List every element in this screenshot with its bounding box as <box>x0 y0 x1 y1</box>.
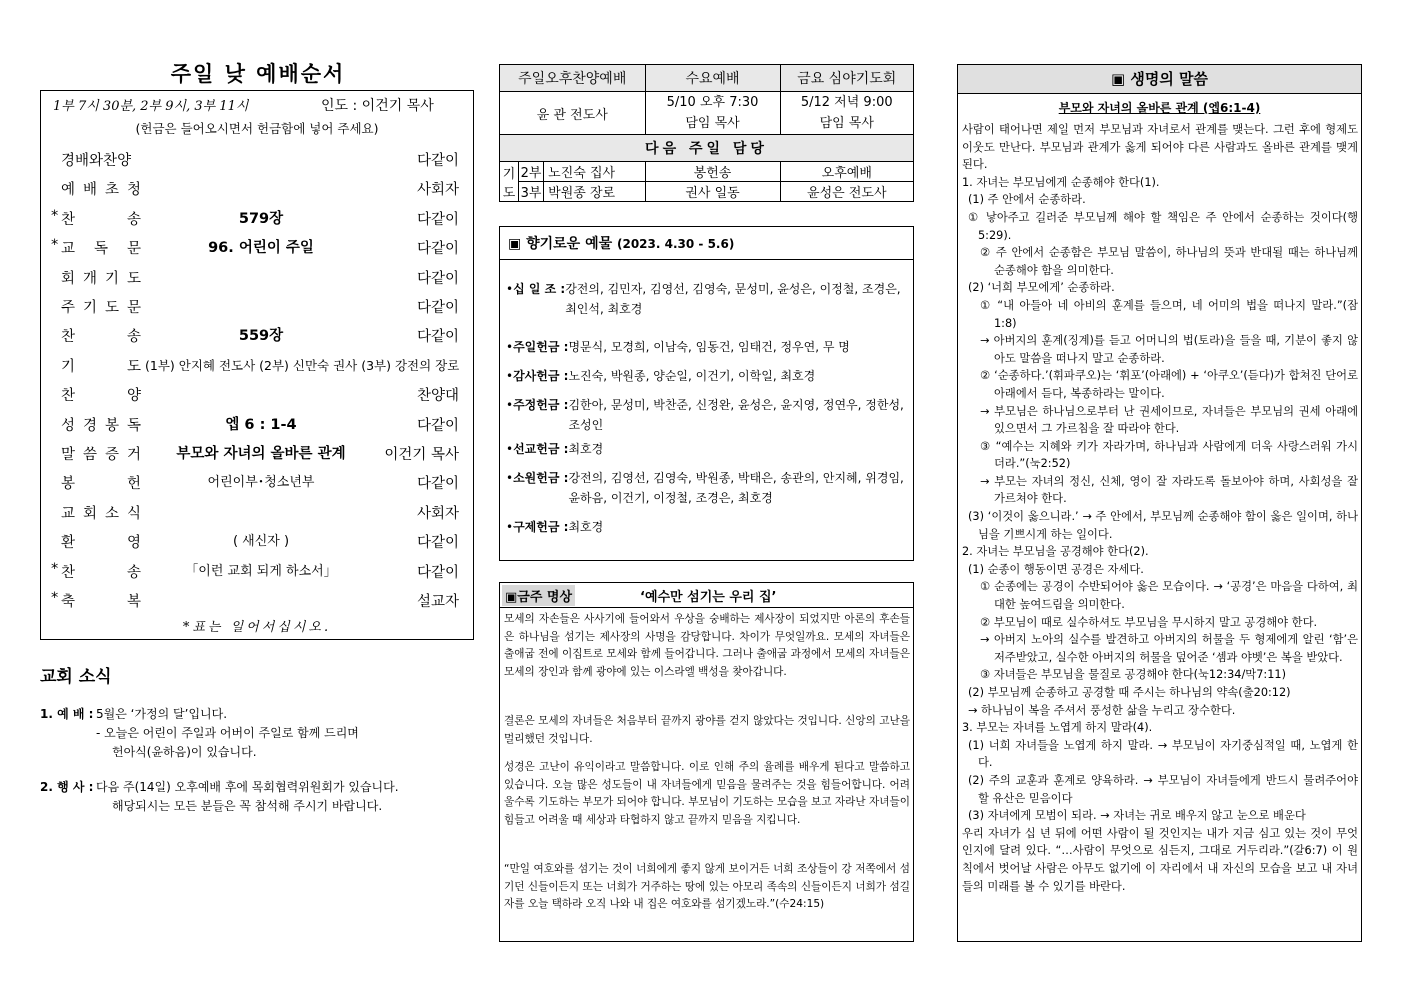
offering-item <box>506 279 910 319</box>
news-text: - 오늘은 어린이 주일과 어버이 주일로 함께 드리며 <box>96 726 359 740</box>
order-row <box>41 319 473 348</box>
order-label: 말 씀 증 거 <box>61 447 141 463</box>
news-text: 해당되시는 모든 분들은 꼭 참석해 주시기 바랍니다. <box>112 799 383 813</box>
part-cell <box>519 162 646 182</box>
order-content: ( 새신자 ) <box>232 534 290 550</box>
order-content: 어린이부･청소년부 <box>207 475 315 491</box>
news-label: 2. 행 사 : <box>40 780 94 794</box>
stand-mark: * <box>51 590 59 606</box>
order-person: 다같이 <box>416 417 459 434</box>
sermon-title: ▣ 생명의 말씀 <box>958 65 1361 94</box>
order-person: 찬양대 <box>416 388 459 405</box>
offerings-divider <box>500 259 913 260</box>
offering-song-name: 권사 일동 <box>645 182 780 202</box>
order-label: 예 배 초 청 <box>61 182 141 199</box>
news-text: 다음 주(14일) 오후예배 후에 목회협력위원회가 있습니다. <box>96 780 399 794</box>
order-label: 찬 송 <box>61 211 141 228</box>
sermon-line: ③ 자녀들은 부모님을 물질로 공경해야 한다(눅12:34/막7:11) <box>980 668 1286 682</box>
news-item-event <box>40 778 399 816</box>
sermon-line: ② 부모님이 때로 실수하셔도 부모님을 무시하지 말고 공경해야 한다. <box>980 615 1318 629</box>
sermon-line: 1. 자녀는 부모님에게 순종해야 한다(1). <box>962 175 1160 189</box>
part-label: 2부 <box>519 162 544 181</box>
offering-note: (헌금은 들어오시면서 헌금함에 넣어 주세요) <box>135 121 379 136</box>
schedule-time: 5/12 저녁 9:00 <box>800 95 893 110</box>
order-person: 이건기 목사 <box>384 447 459 463</box>
offering-song-title: 봉헌송 <box>645 162 780 182</box>
schedule-header: 주일오후찬양예배 <box>500 65 646 92</box>
pm-service-name: 윤성은 전도사 <box>780 182 913 202</box>
order-label: 회 개 기 도 <box>61 270 141 287</box>
meditation-paragraph: 모세의 자손들은 사사기에 들어와서 우상을 숭배하는 제사장이 되었지만 아론의 후손들은 하나님을 섬기는 제사장의 사명을 감당합니다. 차이가 무엇일까요. 모세의 자녀들은 출애굽 전에 이집트로 모세와 함께 들어갑니다. 그러나 출애굽 과정에서 모세의 자녀들은 모세의 장인과 함께 광야에 있는 이스라엘 백성을 찾아갑니다. <box>504 613 910 678</box>
sermon-body <box>962 121 1358 895</box>
order-row <box>41 378 473 407</box>
order-person: 다같이 <box>416 153 459 169</box>
order-label: 찬 양 <box>61 388 141 405</box>
offerings-header <box>508 233 734 253</box>
offering-name: 구제헌금 : <box>513 520 569 534</box>
prayer-char: 도 <box>502 185 516 201</box>
sermon-line: (1) 순종이 행동이면 공경은 자세다. <box>968 562 1144 576</box>
order-person: 다같이 <box>416 564 459 581</box>
bullet-icon: • <box>506 369 514 383</box>
bullet-icon: • <box>506 520 514 534</box>
order-row <box>41 555 473 584</box>
order-content: 엡 6 : 1-4 <box>225 416 297 433</box>
order-label: 교 독 문 <box>61 241 141 258</box>
sermon-line: (2) 부모님께 순종하고 공경할 때 주시는 하나님의 약속(출20:12) <box>968 686 1291 699</box>
meditation-subtitle: ‘예수만 섬기는 우리 집’ <box>640 590 777 605</box>
offerings-date: (2023. 4.30 - 5.6) <box>617 237 735 251</box>
news-label: 1. 예 배 : <box>40 707 94 721</box>
order-person: 다같이 <box>416 241 459 258</box>
sermon-line: 사람이 태어나면 제일 먼저 부모님과 자녀로서 관계를 맺는다. 그런 후에 형제도 이웃도 만난다. 부모님과 관계가 옳게 되어야 다른 사람과도 올바른 관계를 맺게 된다. <box>962 123 1358 172</box>
offering-item <box>506 395 910 435</box>
schedule-time: 5/10 오후 7:30 <box>666 95 759 110</box>
sermon-line: (3) ‘이것이 옳으니라.’ → 주 안에서, 부모님께 순종해야 함이 옳은 일이며, 하나님을 기쁘시게 하는 일이다. <box>968 510 1358 541</box>
order-label: 찬 송 <box>61 329 141 346</box>
order-row <box>41 202 473 231</box>
order-label: 성 경 봉 독 <box>61 417 141 434</box>
order-row <box>41 349 473 378</box>
offering-values: 강전의, 김민자, 김영선, 김영숙, 문성미, 윤성은, 이정철, 조경은, 최인석, 최호경 <box>565 282 901 316</box>
order-row <box>41 290 473 319</box>
sermon-line: → 부모는 자녀의 정신, 신체, 영이 잘 자라도록 돌보아야 하며, 사회성을 잘 가르쳐야 한다. <box>980 474 1358 506</box>
order-content: 579장 <box>238 210 284 227</box>
schedule-table <box>499 64 914 202</box>
order-person: 사회자 <box>416 182 459 199</box>
stand-mark: * <box>51 207 59 224</box>
sermon-box <box>957 64 1362 942</box>
order-row <box>41 261 473 290</box>
order-row <box>41 466 473 495</box>
offerings-box <box>499 226 914 561</box>
sermon-line: ② ‘순종하다.’(휘파쿠오)는 ‘휘포’(아래에) + ‘아쿠오’(듣다)가 합쳐진 단어로 아래에서 듣다, 복종하라는 말이다. <box>980 369 1358 400</box>
bullet-icon: • <box>506 282 514 296</box>
offering-values: 김한아, 문성미, 박찬준, 신정완, 윤성은, 윤지영, 정연우, 정한성, 조성인 <box>568 398 904 432</box>
offering-name: 소원헌금 : <box>513 471 569 485</box>
order-person: 다같이 <box>416 270 459 287</box>
offering-values: 노진숙, 박원종, 양순일, 이건기, 이학일, 최호경 <box>568 369 816 383</box>
offering-name: 선교헌금 : <box>513 442 569 456</box>
news-item-worship <box>40 705 359 762</box>
meditation-paragraph: 성경은 고난이 유익이라고 말씀합니다. 이로 인해 주의 율례를 배우게 된다고 말씀하고 있습니다. 오늘 많은 성도들이 내 자녀들에게 믿음을 물려주는 것을 힘들어합니다. 어려울수록 기도하는 부모가 되어야 합니다. 부모님이 기도하는 모습을 보고 자라난 자녀들이 힘들고 어려울 때 세상과 타협하지 않고 끝까지 믿음을 지킵니다. <box>504 761 910 826</box>
order-label: 기 도 <box>61 358 141 375</box>
meditation-label: ▣금주 명상 <box>502 585 575 606</box>
offering-name: 주일헌금 : <box>513 340 569 354</box>
bullet-icon: • <box>506 471 514 485</box>
order-person: 다같이 <box>416 476 459 493</box>
sermon-subtitle: 부모와 자녀의 올바른 관계 (엡6:1-4) <box>1058 101 1261 115</box>
offering-item <box>506 439 910 459</box>
pm-service-title: 오후예배 <box>780 162 913 182</box>
part-label: 3부 <box>519 182 544 201</box>
order-content: 559장 <box>238 328 284 345</box>
offering-values: 최호경 <box>568 442 604 456</box>
order-person: 다같이 <box>416 329 459 346</box>
stand-mark: * <box>51 237 59 254</box>
meditation-header <box>500 583 913 608</box>
order-content: ｢이런 교회 되게 하소서｣ <box>191 563 331 579</box>
prayer-label <box>500 162 519 202</box>
schedule-leader: 담임 목사 <box>819 116 874 131</box>
bullet-icon: • <box>506 398 514 412</box>
offering-values: 강전의, 김영선, 김영숙, 박원종, 박태은, 송관의, 안지혜, 위경임, 윤하음, 이건기, 이정철, 조경은, 최호경 <box>568 471 904 505</box>
order-label: 교 회 소 식 <box>61 505 141 522</box>
order-row <box>41 231 473 260</box>
order-content: (1부) 안지혜 전도사 (2부) 신만숙 권사 (3부) 강전의 장로 <box>145 357 460 373</box>
order-label: 찬 송 <box>61 564 141 581</box>
order-label: 환 영 <box>61 535 141 552</box>
worship-order-box <box>40 90 474 640</box>
bullet-icon: • <box>506 442 514 456</box>
order-row <box>41 525 473 554</box>
schedule-header: 수요예배 <box>645 65 780 92</box>
schedule-cell <box>645 92 780 135</box>
meditation-paragraph: “만일 여호와를 섬기는 것이 너희에게 좋지 않게 보이거든 너희 조상들이 강 저쪽에서 섬기던 신들이든지 또는 너희가 거주하는 땅에 있는 아모리 족속의 신들이든지 너희가 섬길 자를 오늘 택하라 오직 나와 내 집은 여호와를 섬기겠노라.”(수24:15) <box>504 863 910 910</box>
schedule-cell: 윤 관 전도사 <box>500 92 646 135</box>
stand-mark: * <box>51 560 59 577</box>
order-person: 다같이 <box>416 211 459 228</box>
news-text: 5월은 ‘가정의 달’입니다. <box>96 707 228 721</box>
prayer-char: 기 <box>502 166 516 182</box>
order-title: 주일 낮 예배순서 <box>170 62 346 86</box>
schedule-leader: 담임 목사 <box>685 116 740 131</box>
order-person: 사회자 <box>416 505 459 522</box>
part-name: 박원종 장로 <box>548 186 616 201</box>
service-times-text: 1부 7시 30분, 2부 9시, 3부 11시 <box>53 99 249 114</box>
service-times <box>53 95 434 114</box>
order-label: 봉 헌 <box>61 476 141 493</box>
order-person: 다같이 <box>416 300 459 316</box>
order-footnote: *표는 일어서십시오. <box>182 620 332 635</box>
meditation-box <box>499 582 914 942</box>
schedule-header: 금요 심야기도회 <box>780 65 913 92</box>
sermon-line: (2) ‘너희 부모에게’ 순종하라. <box>968 281 1115 295</box>
sermon-line: 2. 자녀는 부모님을 공경해야 한다(2). <box>962 545 1149 559</box>
order-content: 96. 어린이 주일 <box>208 240 314 257</box>
sermon-line: (2) 주의 교훈과 훈계로 양육하라. → 부모님이 자녀들에게 반드시 물려주어야 할 유산은 믿음이다 <box>968 773 1358 805</box>
sermon-line: 우리 자녀가 십 년 뒤에 어떤 사람이 될 것인지는 내가 지금 심고 있는 것이 무엇인지에 달려 있다. “…사람이 무엇으로 심든지, 그대로 거두리라.”(갈6:7) 이 원칙에서 벗어날 사람은 아무도 없기에 이 자리에서 내 자신의 모습을 보고 내 자녀들의 미래를 볼 수 있기를 바란다. <box>962 826 1358 893</box>
order-row <box>41 143 473 172</box>
sermon-line: → 부모님은 하나님으로부터 난 권세이므로, 자녀들은 부모님의 권세 아래에 있으면서 그 가르침을 잘 따라야 한다. <box>980 404 1358 436</box>
sermon-line: (1) 주 안에서 순종하라. <box>968 193 1086 207</box>
news-text: 헌아식(윤하음)이 있습니다. <box>112 745 257 759</box>
order-row <box>41 172 473 201</box>
offering-item <box>506 468 910 508</box>
order-row <box>41 496 473 525</box>
offerings-title: ▣ 향기로운 예물 <box>508 236 613 252</box>
sermon-line: 3. 부모는 자녀를 노엽게 하지 말라(4). <box>962 721 1153 735</box>
sermon-line: → 아버지 노아의 실수를 발견하고 아버지의 허물을 두 형제에게 알린 ‘함’은 저주받았고, 실수한 아버지의 허물을 덮어준 ‘셈과 야벳’은 복을 받았다. <box>980 633 1358 664</box>
sermon-line: (3) 자녀에게 모범이 되라. → 자녀는 귀로 배우지 않고 눈으로 배운다 <box>968 809 1306 823</box>
sermon-line: ③ “예수는 지혜와 키가 자라가며, 하나님과 사람에게 더욱 사랑스러워 가시더라.”(눅2:52) <box>980 439 1358 471</box>
offering-name: 십 일 조 : <box>513 282 566 296</box>
sermon-line: → 하나님이 복을 주셔서 풍성한 삶을 누리고 장수한다. <box>968 703 1236 717</box>
offering-name: 주정헌금 : <box>513 398 569 412</box>
order-label: 주 기 도 문 <box>61 300 141 316</box>
news-title: 교회 소식 <box>40 667 112 687</box>
order-label: 축 복 <box>61 594 141 610</box>
offering-values: 최호경 <box>568 520 604 534</box>
order-person: 설교자 <box>416 594 459 610</box>
order-label: 경 배 와 찬 양 <box>61 153 132 169</box>
offering-item <box>506 337 910 357</box>
sermon-line: → 아버지의 훈계(징계)를 듣고 어머니의 법(토라)을 들을 때, 기분이 좋지 않아도 말씀을 떠나지 말고 순종하라. <box>980 334 1358 365</box>
sermon-line: ① “내 아들아 네 아비의 훈계를 들으며, 네 어미의 법을 떠나지 말라.”(잠1:8) <box>980 298 1358 330</box>
sermon-line: ① 순종에는 공경이 수반되어야 옳은 모습이다. → ‘공경’은 마음을 다하여, 최대한 높여드림을 의미한다. <box>980 580 1358 612</box>
order-row <box>41 437 473 466</box>
order-row <box>41 584 473 613</box>
schedule-cell <box>780 92 913 135</box>
offering-item <box>506 366 910 386</box>
order-content: 부모와 자녀의 올바른 관계 <box>176 446 346 462</box>
offering-values: 명문식, 모경희, 이남숙, 임동건, 임태건, 정우연, 무 명 <box>568 340 850 354</box>
meditation-paragraph: 결론은 모세의 자녀들은 처음부터 끝까지 광야를 걷지 않았다는 것입니다. 신앙의 고난을 멀리했던 것입니다. <box>504 715 910 745</box>
next-week-title: 다음 주일 담당 <box>500 135 914 162</box>
sermon-line: (1) 너희 자녀들을 노엽게 하지 말라. → 부모님이 자기중심적일 때, 노엽게 한다. <box>968 738 1358 770</box>
part-cell <box>519 182 646 202</box>
offering-name: 감사헌금 : <box>513 369 569 383</box>
order-row <box>41 408 473 437</box>
service-leader: 인도 : 이건기 목사 <box>321 98 434 114</box>
offering-item <box>506 517 910 537</box>
sermon-line: ② 주 안에서 순종함은 부모님 말씀이, 하나님의 뜻과 반대될 때는 하나님께 순종해야 함을 의미한다. <box>980 246 1358 277</box>
order-person: 다같이 <box>416 535 459 552</box>
part-name: 노진숙 집사 <box>548 166 616 181</box>
bullet-icon: • <box>506 340 514 354</box>
sermon-line: ① 낳아주고 길러준 부모님께 해야 할 책임은 주 안에서 순종하는 것이다(행5:29). <box>968 210 1358 242</box>
